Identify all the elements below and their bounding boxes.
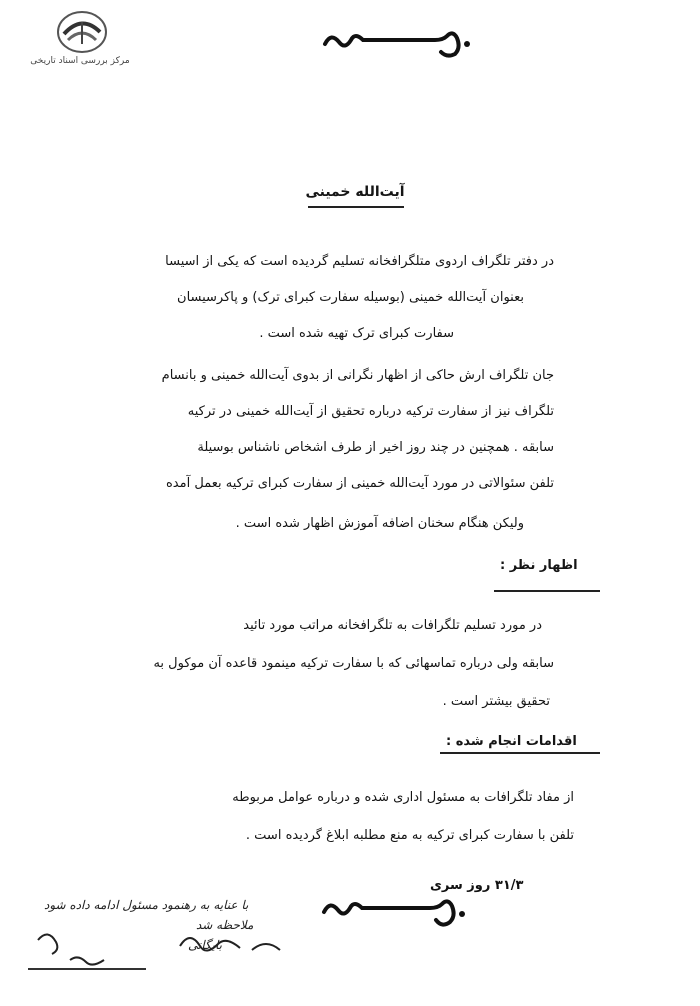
paragraph-2-line-4: تلفن سئوالاتی در مورد آیت‌الله خمینی از سفارت کبرای ترکیه بعمل آمده	[166, 476, 554, 491]
opinion-line-2: سابقه ولی درباره تماسهائی که با سفارت ترکیه مینمود قاعده آن موکول به	[153, 656, 554, 671]
reference-number: ۳۱/۳ روز سری	[430, 878, 524, 893]
actions-heading: اقدامات انجام شده :	[446, 734, 577, 749]
paragraph-1-line-2: بعنوان آیت‌الله خمینی (بوسیله سفارت کبرای ترک) و پاکرسیسان	[177, 290, 524, 305]
action-line-1: از مفاد تلگرافات به مسئول اداری شده و درباره عوامل مربوطه	[232, 790, 574, 805]
paragraph-1-line-1: در دفتر تلگراف اردوی متلگرافخانه تسلیم گردیده است که یکی از اسیسا	[165, 254, 554, 269]
opinion-heading-underline	[494, 590, 600, 592]
paragraph-2-line-5: ولیکن هنگام سخنان اضافه آموزش اظهار شده است .	[235, 516, 524, 531]
actions-heading-underline	[440, 752, 600, 754]
handwritten-note-2: ملاحظه شد	[196, 918, 254, 932]
classification-signature-mark	[318, 886, 478, 932]
paragraph-2-line-3: سابقه . همچنین در چند روز اخیر از طرف اشخاص ناشناس بوسیلة	[197, 440, 554, 455]
opinion-line-3: تحقیق بیشتر است .	[442, 694, 550, 709]
document-title: آیت‌الله خمینی	[305, 184, 405, 200]
handwritten-signature-mark	[30, 920, 290, 980]
paragraph-2-line-2: تلگراف نیز از سفارت ترکیه درباره تحقیق از آیت‌الله خمینی در ترکیه	[187, 404, 554, 419]
signature-line	[28, 968, 146, 970]
handwritten-note-3: بایگانی	[188, 938, 222, 952]
opinion-heading: اظهار نظر :	[500, 558, 578, 573]
footer-classification	[318, 886, 478, 932]
paragraph-2-line-1: جان تلگراف ارش حاکی از اظهار نگرانی از بدوی آیت‌الله خمینی و بانسام	[161, 368, 554, 383]
title-underline	[308, 206, 404, 208]
action-line-2: تلفن با سفارت کبرای ترکیه به منع مطلبه ابلاغ گردیده است .	[245, 828, 574, 843]
paragraph-1-line-3: سفارت کبرای ترک تهیه شده است .	[259, 326, 454, 341]
opinion-line-1: در مورد تسلیم تلگرافات به تلگرافخانه مراتب مورد تائید	[243, 618, 542, 633]
handwritten-note-1: با عنایه به رهنمود مسئول ادامه داده شود	[44, 898, 249, 912]
logo-text: مرکز بررسی اسناد تاریخی	[30, 56, 130, 66]
